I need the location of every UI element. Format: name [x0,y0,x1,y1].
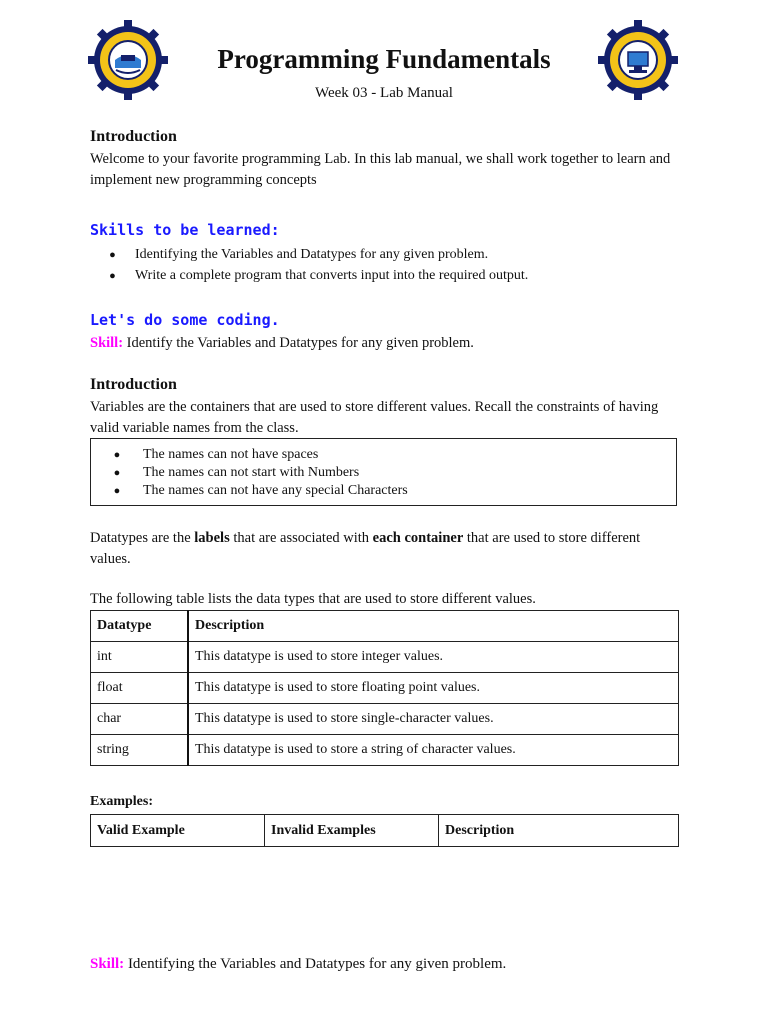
table-header-cell: Description [439,815,679,847]
skill-text: Identify the Variables and Datatypes for any given problem. [126,335,474,351]
table-header-cell: Datatype [91,611,189,642]
bullet-icon: ● [113,449,121,461]
constraints-box [90,438,677,506]
intro-heading: Introduction [90,128,177,145]
table-cell: char [91,704,189,735]
page-subtitle: Week 03 - Lab Manual [315,85,453,101]
table-row [91,673,679,704]
skill-label: Skill: [90,335,124,351]
examples-table [90,814,679,847]
table-cell: int [91,642,189,673]
bullet-icon: ● [113,467,121,479]
table-row [91,642,679,673]
footer-skill-line [90,956,680,973]
table-cell: This datatype is used to store floating point values. [188,673,679,704]
table-header-cell: Valid Example [91,815,265,847]
list-item: ● The names can not have any special Characters [91,482,676,500]
page-title: Programming Fundamentals [217,44,551,74]
table-row [91,704,679,735]
skills-heading: Skills to be learned: [90,221,280,239]
bullet-icon: ● [113,485,121,497]
table-header-cell: Invalid Examples [265,815,439,847]
intro-text: Welcome to your favorite programming Lab. In this lab manual, we shall work together to learn and implement new programming concepts [90,151,671,188]
skills-list [90,244,680,286]
department-seal-icon [598,20,678,100]
skill-label: Skill: [90,956,125,972]
table-cell: This datatype is used to store integer values. [188,642,679,673]
skill-text: Identifying the Variables and Datatypes for any given problem. [127,956,507,972]
list-item: ● The names can not start with Numbers [91,464,676,482]
bullet-icon: ● [109,269,116,282]
bullet-icon: ● [109,248,116,261]
list-item: ● The names can not have spaces [91,446,676,464]
table-cell: This datatype is used to store single-character values. [188,704,679,735]
table-cell: string [91,735,189,766]
list-item: ● Identifying the Variables and Datatypes for any given problem. [90,244,680,265]
examples-heading: Examples: [90,794,153,809]
table-row [91,735,679,766]
intro2-heading: Introduction [90,376,177,393]
table-intro: The following table lists the data types that are used to store different values. [90,591,536,607]
table-cell: This datatype is used to store a string of character values. [188,735,679,766]
table-header-cell: Description [188,611,679,642]
skill-line [90,333,680,354]
table-header-row [91,815,679,847]
coding-heading: Let's do some coding. [90,311,280,329]
intro2-text: Variables are the containers that are used to store different values. Recall the constraints of having valid variable names from the class. [90,399,659,436]
table-header-row [91,611,679,642]
datatype-table [90,610,679,766]
datatypes-paragraph: Datatypes are the labels that are associated with each container that are used to store different values. [90,530,641,567]
list-item: ● Write a complete program that converts input into the required output. [90,265,680,286]
table-cell: float [91,673,189,704]
